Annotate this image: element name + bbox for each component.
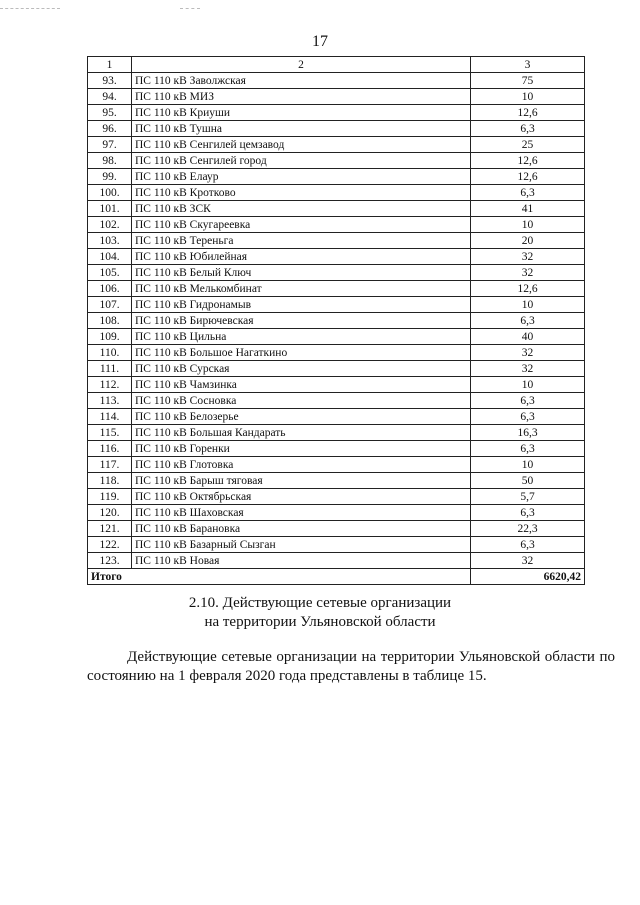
header-col-3: 3	[471, 57, 585, 73]
top-scan-mark	[180, 8, 200, 10]
capacity-value: 10	[471, 297, 585, 313]
capacity-value: 6,3	[471, 185, 585, 201]
capacity-value: 12,6	[471, 281, 585, 297]
substation-name: ПС 110 кВ Шаховская	[132, 505, 471, 521]
section-heading	[0, 594, 640, 632]
capacity-value: 32	[471, 553, 585, 569]
substation-name: ПС 110 кВ Цильна	[132, 329, 471, 345]
total-label: Итого	[88, 569, 471, 585]
capacity-value: 32	[471, 361, 585, 377]
row-number: 105.	[88, 265, 132, 281]
table-row	[88, 457, 585, 473]
table-row	[88, 393, 585, 409]
row-number: 98.	[88, 153, 132, 169]
row-number: 104.	[88, 249, 132, 265]
header-col-1: 1	[88, 57, 132, 73]
substation-name: ПС 110 кВ Криуши	[132, 105, 471, 121]
table-row	[88, 441, 585, 457]
table-row	[88, 361, 585, 377]
substation-name: ПС 110 кВ Тушна	[132, 121, 471, 137]
table-row	[88, 537, 585, 553]
table-row	[88, 233, 585, 249]
substation-name: ПС 110 кВ Сосновка	[132, 393, 471, 409]
capacity-value: 6,3	[471, 409, 585, 425]
table-header-row	[88, 57, 585, 73]
page-number: 17	[312, 33, 328, 50]
row-number: 113.	[88, 393, 132, 409]
row-number: 101.	[88, 201, 132, 217]
row-number: 93.	[88, 73, 132, 89]
capacity-value: 10	[471, 217, 585, 233]
capacity-value: 25	[471, 137, 585, 153]
substation-name: ПС 110 кВ Большая Кандарать	[132, 425, 471, 441]
table-row	[88, 265, 585, 281]
substation-name: ПС 110 кВ Тереньга	[132, 233, 471, 249]
table-row	[88, 329, 585, 345]
table-row	[88, 425, 585, 441]
section-heading-line-2: на территории Ульяновской области	[204, 614, 436, 630]
substation-name: ПС 110 кВ Кротково	[132, 185, 471, 201]
substation-name: ПС 110 кВ Мелькомбинат	[132, 281, 471, 297]
table-row	[88, 473, 585, 489]
substation-name: ПС 110 кВ Скугареевка	[132, 217, 471, 233]
row-number: 109.	[88, 329, 132, 345]
table-row	[88, 121, 585, 137]
row-number: 114.	[88, 409, 132, 425]
row-number: 116.	[88, 441, 132, 457]
table-row	[88, 89, 585, 105]
row-number: 102.	[88, 217, 132, 233]
table-row	[88, 521, 585, 537]
table-row	[88, 169, 585, 185]
capacity-value: 6,3	[471, 441, 585, 457]
row-number: 110.	[88, 345, 132, 361]
table-row	[88, 153, 585, 169]
table-row	[88, 217, 585, 233]
table-row	[88, 505, 585, 521]
capacity-value: 6,3	[471, 121, 585, 137]
row-number: 119.	[88, 489, 132, 505]
substation-name: ПС 110 кВ Новая	[132, 553, 471, 569]
capacity-value: 10	[471, 89, 585, 105]
substation-name: ПС 110 кВ Белозерье	[132, 409, 471, 425]
table-row	[88, 281, 585, 297]
header-col-2: 2	[132, 57, 471, 73]
substation-name: ПС 110 кВ Белый Ключ	[132, 265, 471, 281]
row-number: 99.	[88, 169, 132, 185]
capacity-value: 16,3	[471, 425, 585, 441]
substation-name: ПС 110 кВ Чамзинка	[132, 377, 471, 393]
row-number: 97.	[88, 137, 132, 153]
capacity-value: 12,6	[471, 169, 585, 185]
substation-name: ПС 110 кВ Бирючевская	[132, 313, 471, 329]
capacity-value: 40	[471, 329, 585, 345]
table-row	[88, 553, 585, 569]
table-row	[88, 185, 585, 201]
total-row	[88, 569, 585, 585]
row-number: 115.	[88, 425, 132, 441]
capacity-value: 50	[471, 473, 585, 489]
body-paragraph: Действующие сетевые организации на территории Ульяновской области по состоянию на 1 февраля 2020 года представлены в таблице 15.	[87, 649, 615, 684]
capacity-value: 5,7	[471, 489, 585, 505]
substation-name: ПС 110 кВ Глотовка	[132, 457, 471, 473]
row-number: 117.	[88, 457, 132, 473]
row-number: 100.	[88, 185, 132, 201]
substation-name: ПС 110 кВ Сенгилей город	[132, 153, 471, 169]
table-row	[88, 297, 585, 313]
table-row	[88, 409, 585, 425]
capacity-value: 6,3	[471, 505, 585, 521]
table-row	[88, 249, 585, 265]
capacity-value: 41	[471, 201, 585, 217]
substation-name: ПС 110 кВ Октябрьская	[132, 489, 471, 505]
capacity-value: 75	[471, 73, 585, 89]
table-row	[88, 73, 585, 89]
row-number: 112.	[88, 377, 132, 393]
substation-name: ПС 110 кВ ЗСК	[132, 201, 471, 217]
substation-name: ПС 110 кВ Гидронамыв	[132, 297, 471, 313]
capacity-value: 6,3	[471, 537, 585, 553]
capacity-value: 32	[471, 249, 585, 265]
row-number: 107.	[88, 297, 132, 313]
capacity-value: 12,6	[471, 153, 585, 169]
row-number: 103.	[88, 233, 132, 249]
substation-name: ПС 110 кВ Барановка	[132, 521, 471, 537]
substation-name: ПС 110 кВ Горенки	[132, 441, 471, 457]
substation-name: ПС 110 кВ Сенгилей цемзавод	[132, 137, 471, 153]
row-number: 111.	[88, 361, 132, 377]
row-number: 106.	[88, 281, 132, 297]
table-row	[88, 137, 585, 153]
top-left-scan-mark	[0, 8, 60, 10]
row-number: 121.	[88, 521, 132, 537]
table-row	[88, 105, 585, 121]
capacity-value: 20	[471, 233, 585, 249]
substation-name: ПС 110 кВ МИЗ	[132, 89, 471, 105]
capacity-value: 6,3	[471, 313, 585, 329]
capacity-value: 10	[471, 377, 585, 393]
table-row	[88, 345, 585, 361]
row-number: 108.	[88, 313, 132, 329]
row-number: 118.	[88, 473, 132, 489]
table-row	[88, 313, 585, 329]
section-heading-line-1: 2.10. Действующие сетевые организации	[188, 595, 452, 611]
substation-name: ПС 110 кВ Сурская	[132, 361, 471, 377]
capacity-value: 32	[471, 345, 585, 361]
capacity-value: 12,6	[471, 105, 585, 121]
capacity-value: 22,3	[471, 521, 585, 537]
substation-name: ПС 110 кВ Большое Нагаткино	[132, 345, 471, 361]
row-number: 123.	[88, 553, 132, 569]
substation-table	[87, 56, 585, 585]
substation-name: ПС 110 кВ Барыш тяговая	[132, 473, 471, 489]
row-number: 122.	[88, 537, 132, 553]
substation-name: ПС 110 кВ Елаур	[132, 169, 471, 185]
row-number: 95.	[88, 105, 132, 121]
capacity-value: 10	[471, 457, 585, 473]
table-row	[88, 201, 585, 217]
substation-name: ПС 110 кВ Юбилейная	[132, 249, 471, 265]
table-row	[88, 377, 585, 393]
total-value: 6620,42	[471, 569, 585, 585]
capacity-value: 6,3	[471, 393, 585, 409]
substation-name: ПС 110 кВ Заволжская	[132, 73, 471, 89]
capacity-value: 32	[471, 265, 585, 281]
row-number: 96.	[88, 121, 132, 137]
table-row	[88, 489, 585, 505]
row-number: 94.	[88, 89, 132, 105]
row-number: 120.	[88, 505, 132, 521]
substation-name: ПС 110 кВ Базарный Сызган	[132, 537, 471, 553]
